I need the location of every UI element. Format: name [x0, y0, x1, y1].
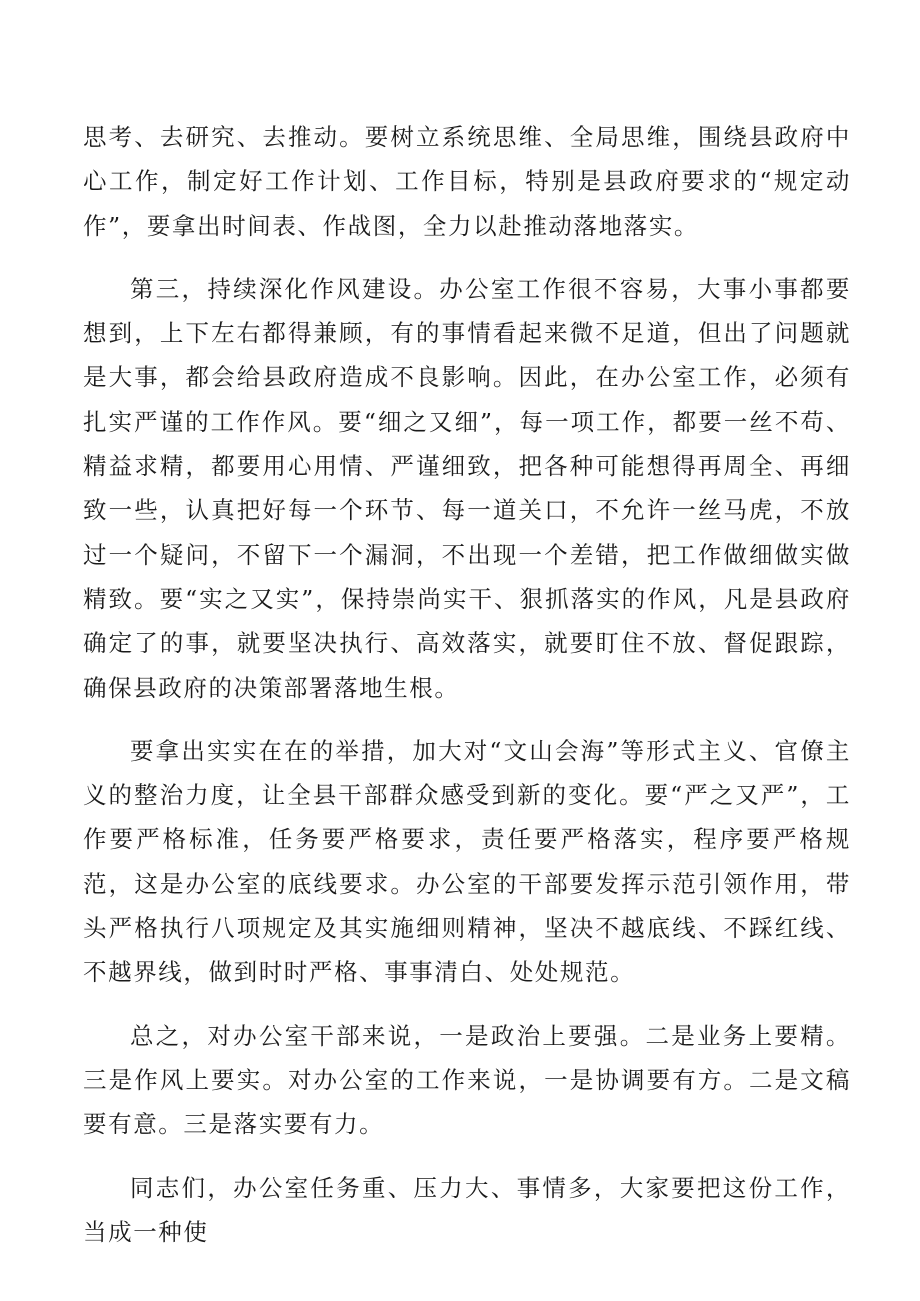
paragraph-work-style: 第三，持续深化作风建设。办公室工作很不容易，大事小事都要想到，上下左右都得兼顾，有的事情看起来微不足道，但出了问题就是大事，都会给县政府造成不良影响。因此，在办公室工作，必须有扎实严谨的工作作风。要“细之又细”，每一项工作，都要一丝不苟、精益求精，都要用心用情、严谨细致，把各种可能想得再周全、再细致一些，认真把好每一个环节、每一道关口，不允许一丝马虎，不放过一个疑问，不留下一个漏洞，不出现一个差错，把工作做细做实做精致。要“实之又实”，保持崇尚实干、狠抓落实的作风，凡是县政府确定了的事，就要坚决执行、高效落实，就要盯住不放、督促跟踪，确保县政府的决策部署落地生根。 — [83, 274, 851, 702]
paragraph-measures: 要拿出实实在在的举措，加大对“文山会海”等形式主义、官僚主义的整治力度，让全县干部群众感受到新的变化。要“严之又严”，工作要严格标准，任务要严格要求，责任要严格落实，程序要严格规范，这是办公室的底线要求。办公室的干部要发挥示范引领作用，带头严格执行八项规定及其实施细则精神，坚决不越底线、不踩红线、不越界线，做到时时严格、事事清白、处处规范。 — [83, 736, 851, 987]
paragraph-closing: 同志们，办公室任务重、压力大、事情多，大家要把这份工作，当成一种使 — [83, 1173, 851, 1246]
document-body — [83, 115, 851, 1254]
paragraph-summary: 总之，对办公室干部来说，一是政治上要强。二是业务上要精。三是作风上要实。对办公室的工作来说，一是协调要有方。二是文稿要有意。三是落实要有力。 — [83, 1021, 851, 1139]
paragraph-continued: 思考、去研究、去推动。要树立系统思维、全局思维，围绕县政府中心工作，制定好工作计划、工作目标，特别是县政府要求的“规定动作”，要拿出时间表、作战图，全力以赴推动落地落实。 — [83, 123, 851, 240]
